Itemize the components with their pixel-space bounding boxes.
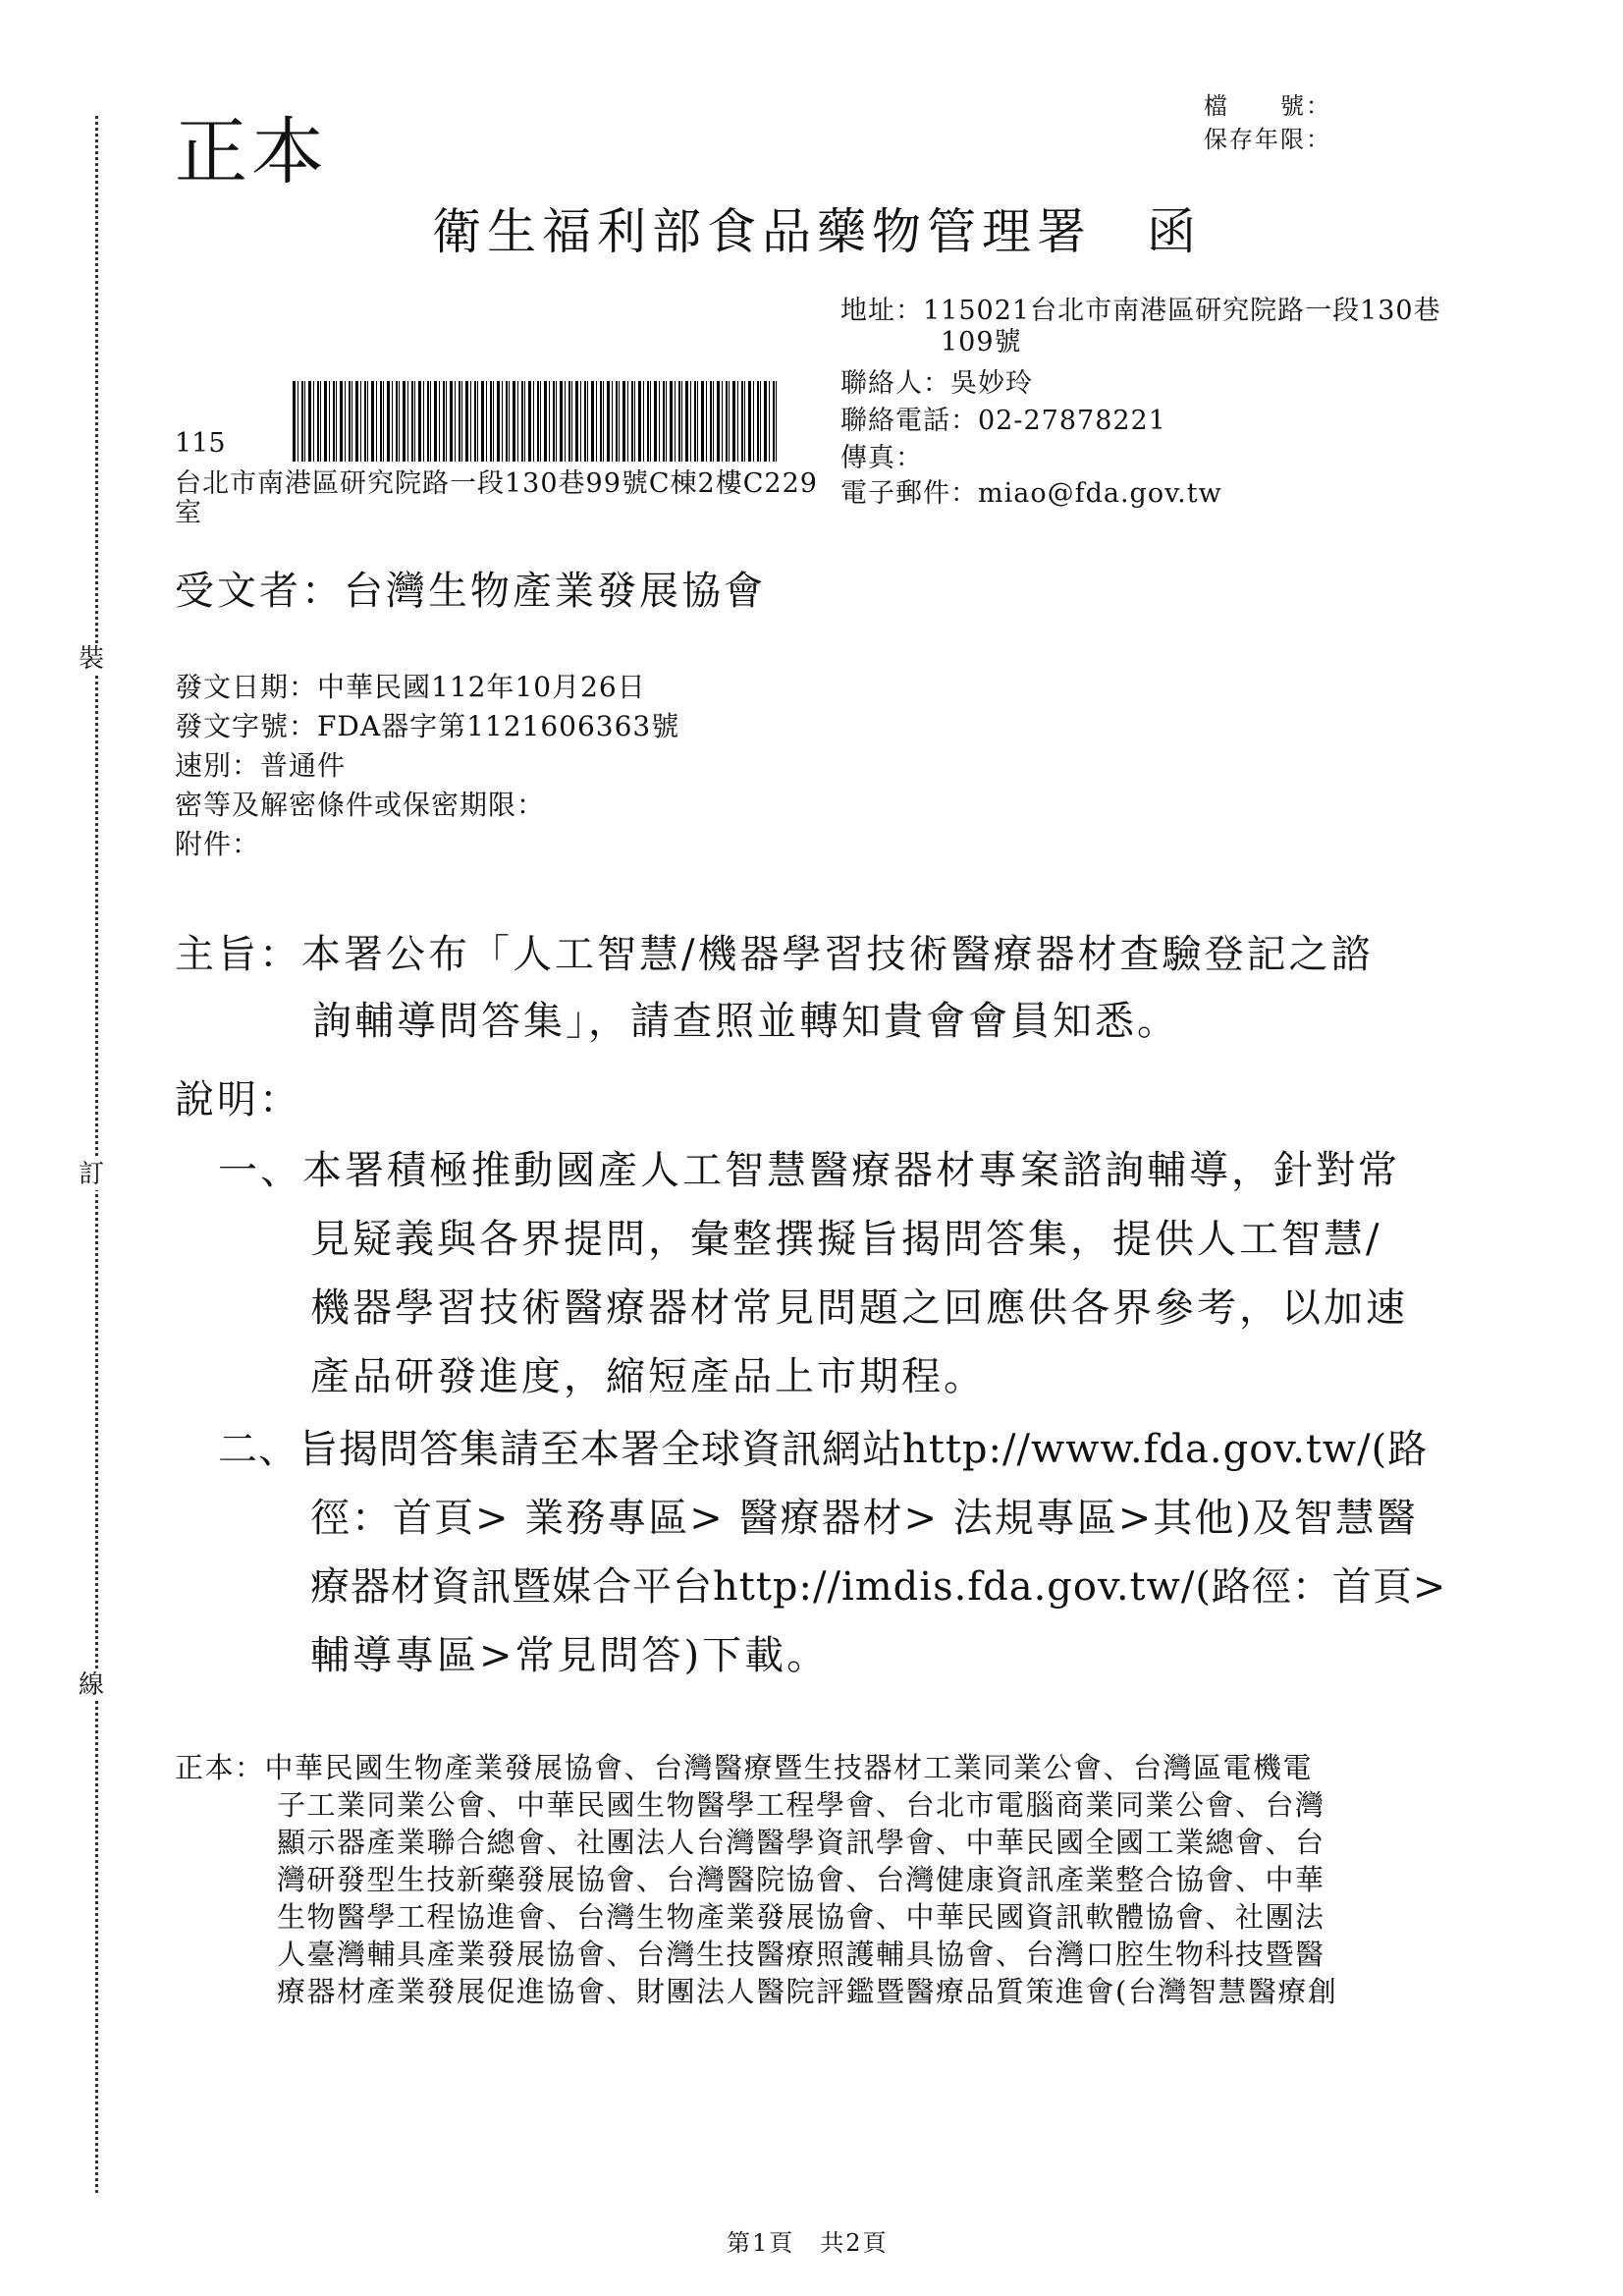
explanation-item-1-line1: 一、本署積極推動國產人工智慧醫療器材專案諮詢輔導，針對常 [218, 1148, 1400, 1193]
explanation-item-1-line4: 產品研發進度，縮短產品上市期程。 [310, 1354, 986, 1399]
explanation-item-2-line2: 徑：首頁> 業務專區> 醫療器材> 法規專區>其他)及智慧醫 [310, 1496, 1418, 1541]
page-number: 第1頁 共2頁 [727, 2229, 889, 2257]
urgency: 速別：普通件 [175, 749, 347, 782]
recipient: 受文者：台灣生物產業發展協會 [175, 569, 766, 614]
explanation-label: 說明： [175, 1077, 301, 1122]
subject-line1: 主旨：本署公布「人工智慧/機器學習技術醫療器材查驗登記之諮 [175, 932, 1374, 977]
secrecy-level: 密等及解密條件或保密期限： [175, 789, 546, 821]
contact-fax: 傳真： [840, 443, 923, 473]
explanation-item-2-line1: 二、旨揭問答集請至本署全球資訊網站http://www.fda.gov.tw/(路 [218, 1427, 1429, 1472]
binding-mark-middle: 訂 [79, 1160, 105, 1189]
contact-email: 電子郵件：miao@fda.gov.tw [840, 478, 1222, 509]
issue-date: 發文日期：中華民國112年10月26日 [175, 671, 646, 703]
cc-line6: 人臺灣輔具產業發展協會、台灣生技醫療照護輔具協會、台灣口腔生物科技暨醫 [277, 1938, 1325, 1971]
binding-mark-top: 裝 [79, 644, 105, 674]
recipient-zip: 115 [175, 428, 226, 459]
subject-line2: 詢輔導問答集」，請查照並轉知貴會會員知悉。 [312, 999, 1179, 1044]
cc-line1: 正本：中華民國生物產業發展協會、台灣醫療暨生技器材工業同業公會、台灣區電機電 [175, 1751, 1314, 1784]
original-stamp: 正本 [175, 110, 328, 194]
contact-phone: 聯絡電話：02-27878221 [840, 406, 1166, 436]
recipient-address-line1: 台北市南港區研究院路一段130巷99號C棟2樓C229 [175, 468, 818, 499]
explanation-item-1-line2: 見疑義與各界提問，彙整撰擬旨揭問答集，提供人工智慧/ [310, 1217, 1382, 1262]
cc-line4: 灣研發型生技新藥發展協會、台灣醫院協會、台灣健康資訊產業整合協會、中華 [277, 1863, 1325, 1896]
attachment: 附件： [175, 828, 261, 860]
recipient-address-line2: 室 [175, 498, 201, 528]
binding-line [95, 116, 98, 2193]
binding-mark-bottom: 線 [79, 1670, 105, 1700]
cc-line7: 療器材產業發展促進協會、財團法人醫院評鑑暨醫療品質策進會(台灣智慧醫療創 [277, 1975, 1338, 2008]
cc-line2: 子工業同業公會、中華民國生物醫學工程學會、台北市電腦商業同業公會、台灣 [277, 1788, 1325, 1822]
document-number: 發文字號：FDA器字第1121606363號 [175, 710, 680, 742]
sender-address-line1: 地址：115021台北市南港區研究院路一段130巷 [840, 296, 1441, 326]
sender-address-line2: 109號 [941, 327, 1022, 357]
contact-person: 聯絡人：吳妙玲 [840, 368, 1033, 399]
cc-line5: 生物醫學工程協進會、台灣生物產業發展協會、中華民國資訊軟體協會、社團法 [277, 1900, 1325, 1934]
explanation-item-2-line4: 輔導專區>常見問答)下載。 [310, 1633, 830, 1678]
file-number-label: 檔 號： [1204, 92, 1331, 120]
barcode [293, 381, 780, 462]
cc-line3: 顯示器產業聯合總會、社團法人台灣醫學資訊學會、中華民國全國工業總會、台 [277, 1826, 1325, 1859]
retention-label: 保存年限： [1204, 126, 1331, 153]
explanation-item-2-line3: 療器材資訊暨媒合平台http://imdis.fda.gov.tw/(路徑：首頁> [310, 1564, 1447, 1610]
explanation-item-1-line3: 機器學習技術醫療器材常見問題之回應供各界參考，以加速 [310, 1285, 1408, 1331]
document-title: 衛生福利部食品藥物管理署 函 [432, 203, 1202, 260]
